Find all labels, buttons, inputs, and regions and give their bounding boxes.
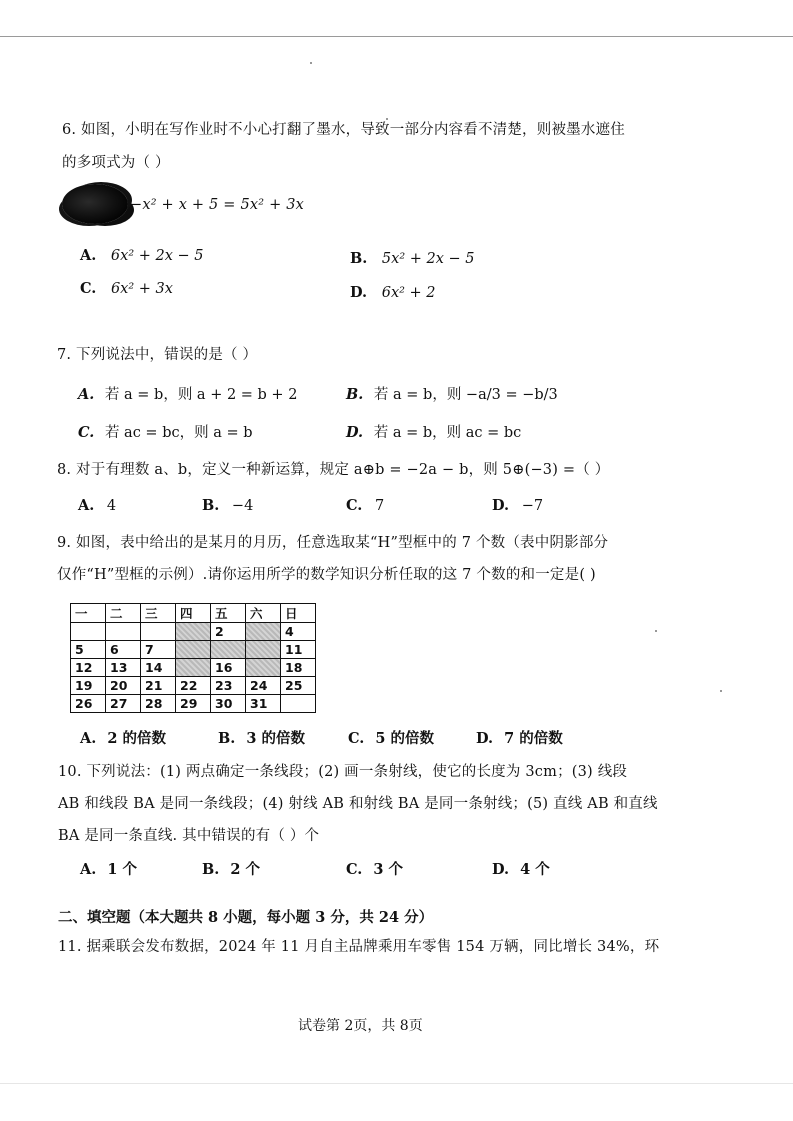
option-letter: C. [78,424,95,441]
calendar-header: 一 [71,604,106,623]
calendar-cell: 11 [281,641,316,659]
option-letter: B. [346,386,364,403]
calendar-cell: 27 [106,695,141,713]
q8-option-a[interactable] [78,497,116,514]
q10-stem-line2: AB 和线段 BA 是同一条线段；(4) 射线 AB 和射线 BA 是同一条射线；(5) 直线 AB 和直线 [58,796,658,812]
option-letter: A. [80,247,97,264]
page-top-border [0,36,793,37]
option-text: 3 的倍数 [246,730,306,747]
option-text: 若 ac = bc，则 a = b [104,425,253,441]
option-text: 若 a = b，则 −a/3 = −b/3 [373,387,558,403]
q7-option-c[interactable] [78,421,253,442]
option-text: 7 [374,498,385,514]
calendar-row [71,623,316,641]
q6-option-a[interactable] [80,247,204,264]
calendar-row [71,659,316,677]
calendar-cell: 24 [246,677,281,695]
page-bottom-border [0,1083,793,1084]
q7-option-d[interactable] [346,421,521,442]
q9-stem-line2: 仅作“H”型框的示例）.请你运用所学的数学知识分析任取的这 7 个数的和一定是( ) [57,567,596,583]
q9-stem-line1: 9. 如图，表中给出的是某月的月历，任意选取某“H”型框中的 7 个数（表中阴影部分 [57,535,609,551]
calendar-cell-shaded [176,641,211,659]
option-text: 6x² + 2 [381,285,436,301]
calendar-header: 三 [141,604,176,623]
calendar-row [71,641,316,659]
page-footer: 试卷第 2页，共 8页 [298,1018,423,1034]
q9-option-b[interactable] [218,727,305,748]
q10-option-a[interactable] [80,858,137,879]
option-text: 若 a = b，则 a + 2 = b + 2 [104,387,298,403]
option-letter: C. [80,280,97,297]
option-letter: D. [350,284,368,301]
calendar-header: 五 [211,604,246,623]
q10-option-d[interactable] [492,858,550,879]
q10-option-c[interactable] [346,858,403,879]
calendar-header: 四 [176,604,211,623]
q10-stem-line1: 10. 下列说法：(1) 两点确定一条线段；(2) 画一条射线，使它的长度为 3cm；(3) 线段 [58,764,628,780]
calendar-cell: 30 [211,695,246,713]
option-letter: C. [346,497,363,514]
q7-stem: 7. 下列说法中，错误的是（ ） [57,347,258,363]
option-letter: D. [346,424,364,441]
calendar-cell: 29 [176,695,211,713]
speck [310,62,312,64]
speck [720,690,722,692]
calendar-cell: 2 [211,623,246,641]
calendar-cell [141,623,176,641]
calendar-cell: 19 [71,677,106,695]
q6-equation: −x² + x + 5 = 5x² + 3x [130,197,305,213]
calendar-header: 日 [281,604,316,623]
option-text: 4 [106,498,117,514]
speck [655,630,657,632]
q6-stem-line2: 的多项式为（ ） [62,155,170,171]
option-text: 若 a = b，则 ac = bc [373,425,522,441]
calendar-cell: 13 [106,659,141,677]
calendar-cell: 28 [141,695,176,713]
q11-stem: 11. 据乘联会发布数据，2024 年 11 月自主品牌乘用车零售 154 万辆，同比增长 34%，环 [58,939,660,955]
option-letter: A. [78,497,95,514]
option-letter: D. [476,730,494,747]
option-letter: A. [80,861,97,878]
option-letter: A. [80,730,97,747]
option-text: 3 个 [373,861,404,878]
calendar-cell: 5 [71,641,106,659]
option-letter: B. [202,497,220,514]
q10-option-b[interactable] [202,858,260,879]
calendar-cell: 4 [281,623,316,641]
option-letter: B. [202,861,220,878]
q8-stem: 8. 对于有理数 a、b，定义一种新运算，规定 a⊕b = −2a − b，则 5⊕(−3) =（ ） [57,462,610,478]
calendar-cell: 20 [106,677,141,695]
q8-option-b[interactable] [202,497,253,514]
q6-option-d[interactable] [350,284,436,301]
calendar-cell: 31 [246,695,281,713]
option-text: 6x² + 3x [110,281,173,297]
q10-stem-line3: BA 是同一条直线. 其中错误的有（ ）个 [58,828,320,844]
calendar-cell [71,623,106,641]
option-text: 5x² + 2x − 5 [381,251,475,267]
q7-option-a[interactable] [78,383,297,404]
option-text: 2 个 [230,861,261,878]
q8-option-d[interactable] [492,497,543,514]
calendar-cell [106,623,141,641]
calendar-cell-shaded [246,641,281,659]
q6-option-b[interactable] [350,250,475,267]
calendar-cell: 7 [141,641,176,659]
q8-option-c[interactable] [346,497,384,514]
option-letter: B. [218,730,236,747]
q9-option-d[interactable] [476,727,563,748]
calendar-cell-shaded [246,623,281,641]
calendar-table [70,603,316,713]
option-letter: C. [348,730,365,747]
calendar-cell: 22 [176,677,211,695]
option-text: 7 的倍数 [504,730,563,747]
q9-option-c[interactable] [348,727,434,748]
calendar-cell-shaded [211,641,246,659]
option-letter: B. [350,250,368,267]
option-letter: D. [492,497,510,514]
calendar-cell-shaded [176,659,211,677]
option-text: −4 [231,498,254,514]
option-text: 2 的倍数 [107,730,167,747]
calendar-cell: 25 [281,677,316,695]
option-letter: A. [78,386,95,403]
q6-option-c[interactable] [80,280,173,297]
calendar-cell [281,695,316,713]
calendar-row [71,695,316,713]
calendar-header-row [71,604,316,623]
option-text: 4 个 [520,861,550,878]
calendar-cell: 6 [106,641,141,659]
option-letter: C. [346,861,363,878]
calendar-cell-shaded [246,659,281,677]
calendar-header: 二 [106,604,141,623]
option-text: −7 [521,498,544,514]
calendar-header: 六 [246,604,281,623]
ink-blot-image [62,184,128,224]
calendar-cell-shaded [176,623,211,641]
option-text: 5 的倍数 [375,730,435,747]
q7-option-b[interactable] [346,383,558,404]
calendar-cell: 18 [281,659,316,677]
calendar-row [71,677,316,695]
section-2-heading: 二、填空题（本大题共 8 小题，每小题 3 分，共 24 分） [58,909,434,926]
calendar-cell: 14 [141,659,176,677]
option-letter: D. [492,861,510,878]
q6-stem-line1: 6. 如图，小明在写作业时不小心打翻了墨水，导致一部分内容看不清楚，则被墨水遮住 [62,122,625,138]
option-text: 1 个 [107,861,138,878]
calendar-cell: 12 [71,659,106,677]
calendar-cell: 26 [71,695,106,713]
calendar-cell: 16 [211,659,246,677]
q9-option-a[interactable] [80,727,166,748]
calendar-cell: 21 [141,677,176,695]
option-text: 6x² + 2x − 5 [110,248,204,264]
calendar-cell: 23 [211,677,246,695]
